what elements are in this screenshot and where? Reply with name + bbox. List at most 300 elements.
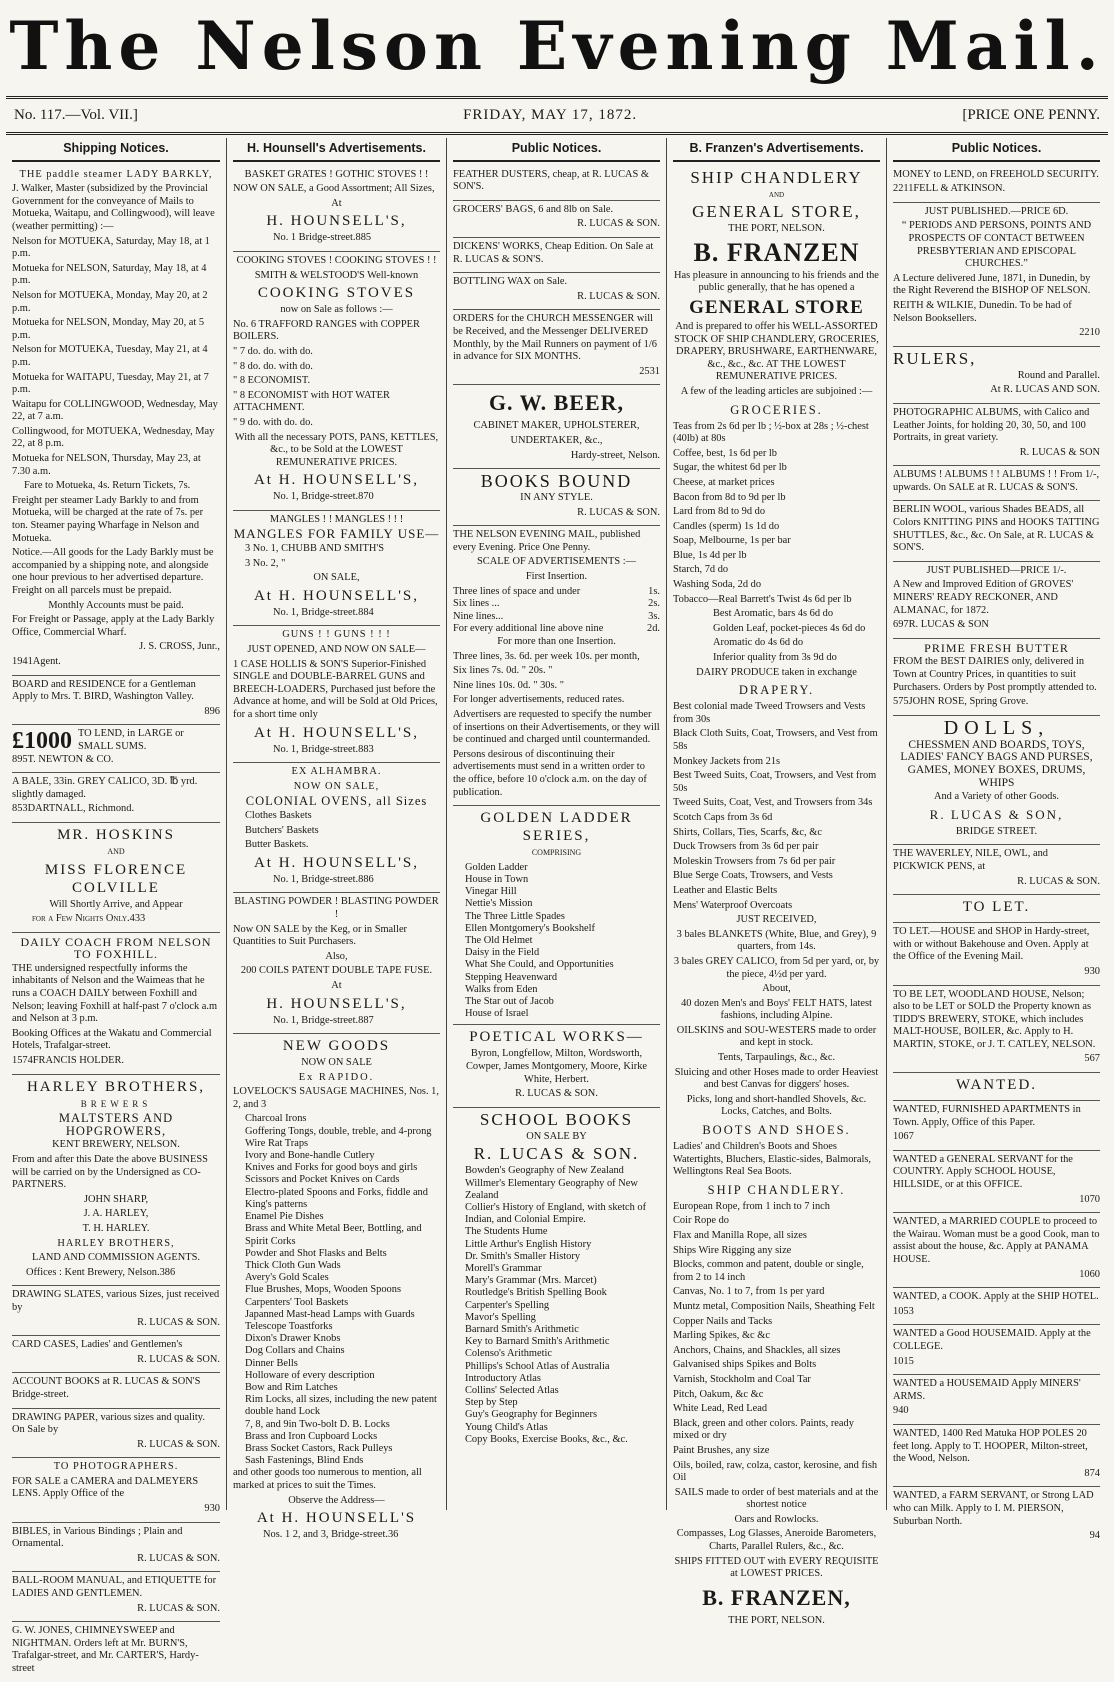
list-item: Sash Fastenings, Blind Ends (245, 1455, 364, 1467)
list-item: Black Cloth Suits, Coat, Trowsers, and Vest from 58s (673, 728, 878, 752)
ad-address: No. 1, Bridge-street. (273, 491, 359, 503)
sailing-item: Motueka for NELSON, Monday, May 20, at 5 p.m. (12, 317, 205, 341)
ad-and: AND (768, 190, 785, 199)
ad-number: 887 (358, 1014, 374, 1026)
ad-number: 2211 (893, 183, 914, 195)
column-heading: Public Notices. (893, 138, 1100, 162)
ad-number: 1067 (893, 1131, 914, 1143)
list-item: Thick Cloth Gun Wads (245, 1259, 341, 1271)
ad-body: PHOTOGRAPHIC ALBUMS, with Calico and Leather Joints, for holding 20, 30, 50, and 100 Portraits, in great variety. (893, 406, 1090, 444)
column-heading: H. Hounsell's Advertisements. (233, 138, 440, 162)
ad-sub: ON SALE BY (526, 1130, 587, 1142)
ad-sign-line (12, 754, 220, 767)
ad-body: ACCOUNT BOOKS at R. LUCAS & SON'S Bridge-street. (12, 1376, 201, 1400)
chandlery-list (673, 1201, 880, 1485)
ad-sign-line (233, 607, 440, 620)
sailing-list (12, 236, 220, 479)
list-item: Dog Collars and Chains (245, 1345, 345, 1357)
ad-title: DAILY COACH FROM NELSON TO FOXHILL. (20, 934, 212, 962)
ad-number: 853 (12, 803, 28, 815)
issue-number: No. 117.—Vol. VII.] (14, 106, 138, 123)
ad-body: THE undersigned respectfully informs the inhabitants of Nelson and the Waimeas that he runs a COACH DAILY between Foxhill and Nelson; leaving Foxhill at half-past 7 o'clock a.m and Nelson at 3 p.m. (12, 962, 218, 1025)
ad-lend (12, 725, 220, 773)
ad-coach (12, 933, 220, 1075)
sailing-item: Nelson for MOTUEKA, Saturday, May 18, at 1 p.m. (12, 235, 210, 260)
sailing-item: Waitapu for COLLINGWOOD, Wednesday, May 22, at 7 a.m. (12, 398, 218, 423)
ad-number: 697 (893, 619, 909, 631)
column-shipping (6, 138, 226, 1674)
stove-item: " 9 do. with do. do. (233, 416, 313, 428)
ad-firm: R. LUCAS & SON. (137, 1316, 220, 1328)
ad-body: Tents, Tarpaulings, &c., &c. (717, 1052, 836, 1064)
list-item: Flax and Manilla Rope, all sizes (673, 1230, 807, 1241)
stove-item: " 8 ECONOMIST. (233, 375, 311, 387)
list-item: Lard from 8d to 9d do (673, 506, 766, 518)
ad-number: 2531 (639, 365, 660, 377)
ad-body: Picks, long and short-handled Shovels, &c. Locks, Catches, and Bolts. (686, 1093, 867, 1118)
rate-value: 2s. (648, 598, 660, 610)
list-item: Washing Soda, 2d do (673, 579, 762, 591)
ad-cards (12, 1336, 220, 1373)
ad-body: SAILS made to order of best materials and at the shortest notice (674, 1486, 879, 1511)
ad-body: DICKENS' WORKS, Cheap Edition. On Sale at R. LUCAS & SON'S. (453, 240, 654, 265)
list-item: Soap, Melbourne, 1s per bar (673, 535, 791, 547)
list-item: Goffering Tongs, double, treble, and 4-prong (245, 1125, 432, 1137)
ad-sub: COMPRISING (531, 848, 582, 858)
ad-albums (893, 466, 1100, 501)
list-item: Mavor's Spelling (465, 1311, 536, 1323)
ad-body: GROCERS' BAGS, 6 and 8lb on Sale. (453, 203, 614, 215)
list-item: Pitch, Oakum, &c &c (673, 1388, 764, 1400)
list-item: Daisy in the Field (465, 947, 540, 959)
list-item: Galvanised ships Spikes and Bolts (673, 1359, 817, 1371)
ad-title: SHIP CHANDLERY (690, 167, 863, 187)
ad-sub: ON SALE, (313, 572, 360, 584)
ad-title: COLONIAL OVENS, all Sizes (245, 794, 428, 809)
ad-number: 930 (1084, 965, 1100, 977)
ad-hounsell: At H. HOUNSELL'S, (253, 854, 420, 871)
rate-line: Three lines, 3s. 6d. per week 10s. per month, (453, 650, 640, 662)
ad-butter (893, 639, 1100, 716)
ad-hounsell: H. HOUNSELL'S, (266, 213, 407, 230)
ad-grocers-bags (453, 201, 660, 238)
ad-number: 896 (204, 705, 220, 717)
ad-sub: KENT BREWERY, NELSON. (52, 1139, 180, 1151)
series-list (453, 862, 660, 1021)
ad-fare: Fare to Motueka, 4s. Return Tickets, 7s. (24, 480, 191, 492)
ad-berlin-wool (893, 501, 1100, 561)
ad-address: No. 1, Bridge-street. (273, 606, 359, 618)
list-item: Aromatic do 4s 6d do (713, 637, 804, 649)
ad-harley (12, 1075, 220, 1287)
ad-title-large: COOKING STOVES (257, 285, 416, 302)
list-item: Moleskin Trowsers from 7s 6d per pair (673, 855, 836, 867)
rate-label: Three lines of space and under (453, 585, 581, 597)
ad-address: Nos. 1 2, and 3, Bridge-street. (263, 1529, 388, 1541)
ad-hounsell: At H. HOUNSELL'S (256, 1510, 417, 1527)
list-item: Coffee, best, 1s 6d per lb (673, 447, 777, 459)
ad-number: 870 (358, 491, 374, 503)
ad-hounsell: At H. HOUNSELL'S, (253, 587, 420, 604)
list-item: Bow and Rim Latches (245, 1381, 338, 1393)
ad-title: TO PHOTOGRAPHERS. (53, 1461, 179, 1473)
ad-partner: T. H. HARLEY. (82, 1222, 150, 1234)
stove-item: " 8 ECONOMIST with HOT WATER ATTACHMENT. (233, 389, 390, 414)
ad-title: POETICAL WORKS— (469, 1029, 644, 1046)
mangle-item: 3 No. 1, CHUBB AND SMITH'S (245, 543, 384, 555)
list-item: Muntz metal, Composition Nails, Sheathing Felt (673, 1300, 875, 1312)
section-title: GROCERIES. (730, 402, 823, 417)
ad-body: BALL-ROOM MANUAL, and ETIQUETTE for LADIES AND GENTLEMEN. (12, 1575, 217, 1600)
sailing-item: Collingwood, for MOTUEKA, Wednesday, May 22, at 8 p.m. (12, 425, 215, 450)
ad-ballroom (12, 1572, 220, 1622)
ad-wanted-hop-poles (893, 1425, 1100, 1487)
ad-body: With all the necessary POTS, PANS, KETTLES, &c., to be Sold at the LOWEST REMUNERATIVE PRICES. (234, 431, 439, 468)
ad-wanted-couple (893, 1213, 1100, 1288)
list-item: Enamel Pie Dishes (245, 1211, 324, 1223)
rate-line: Six lines 7s. 0d. " 20s. " (453, 665, 553, 677)
list-item: Golden Leaf, pocket-pieces 4s 6d do (713, 622, 866, 634)
ad-bibles (12, 1523, 220, 1573)
ad-guns (233, 626, 440, 763)
list-item: Telescope Toastforks (245, 1320, 333, 1332)
ad-partner: JOHN SHARP, (83, 1193, 149, 1205)
ad-body: 3 bales GREY CALICO, from 5d per yard, or, by the piece, 4½d per yard. (673, 955, 880, 980)
ad-body: Persons desirous of discontinuing their advertisements must send in a written order to the office, before 10 o'clock a.m. on the day of publication. (453, 748, 647, 798)
ad-body: CARD CASES, Ladies' and Gentlemen's (12, 1339, 183, 1351)
ad-address: THE PORT, NELSON. (728, 223, 825, 235)
list-item: Carpenter's Spelling (465, 1299, 550, 1311)
dateline (14, 104, 1100, 126)
ad-drawing-paper (12, 1409, 220, 1459)
ad-wanted-housemaid-2 (893, 1375, 1100, 1425)
ad-title: HARLEY BROTHERS, (26, 1078, 206, 1095)
ad-body: For longer advertisements, reduced rates. (453, 694, 625, 706)
list-item: Canvas, No. 1 to 7, from 1s per yard (673, 1286, 825, 1298)
ad-sub: Round and Parallel. (1017, 369, 1100, 381)
ad-body: and other goods too numerous to mention, all marked at prices to suit the Times. (233, 1467, 422, 1491)
goods-list (233, 1113, 440, 1467)
ad-number: 885 (355, 232, 372, 244)
list-item: White Lead, Red Lead (673, 1403, 768, 1415)
list-item: Ships Wire Rigging any size (673, 1244, 792, 1256)
ad-firm: JOHN ROSE, Spring Grove. (908, 696, 1029, 708)
list-item: Golden Ladder (465, 861, 528, 873)
list-item: Morell's Grammar (465, 1262, 542, 1274)
sailing-item: Motueka for WAITAPU, Tuesday, May 21, at 7 p.m. (12, 371, 209, 396)
list-item: Guy's Geography for Beginners (465, 1409, 598, 1421)
ad-address: No. 1 Bridge-street. (273, 232, 356, 244)
list-item: Blocks, common and patent, double or single, from 2 to 14 inch (673, 1259, 864, 1283)
ad-number: 36 (387, 1529, 399, 1541)
dateline-rule (6, 132, 1108, 135)
ad-hoskins (12, 823, 220, 933)
issue-price: [PRICE ONE PENNY. (962, 106, 1100, 123)
list-item: Dinner Bells (245, 1357, 298, 1369)
ad-body: 3 bales BLANKETS (White, Blue, and Grey), 9 quarters, from 14s. (676, 928, 877, 953)
ad-body: THE NELSON EVENING MAIL, published every Evening. Price One Penny. (453, 529, 641, 553)
ad-number: 433 (129, 913, 146, 925)
ad-sub: JUST PUBLISHED.—PRICE 6D. (924, 205, 1069, 217)
list-item: Mary's Grammar (Mrs. Marcet) (465, 1275, 597, 1287)
ad-firm: DARTNALL, Richmond. (27, 803, 135, 815)
rate-label: Six lines ... (453, 598, 500, 610)
list-item: Key to Barnard Smith's Arithmetic (465, 1336, 610, 1348)
column-heading: Shipping Notices. (12, 138, 220, 162)
ad-title: BOOKS BOUND (480, 471, 633, 492)
ad-sign-line (12, 1267, 220, 1280)
ad-sign-line (233, 1015, 440, 1028)
ad-firm: R. LUCAS & SON. (137, 1438, 220, 1450)
ad-sign-line (233, 232, 440, 245)
list-item: Scissors and Pocket Knives on Cards (245, 1174, 400, 1186)
ad-periods (893, 203, 1100, 347)
rates-table (453, 586, 660, 636)
ad-sub: A few of the leading articles are subjoined :— (680, 385, 873, 397)
ad-firm: R. LUCAS & SON (908, 619, 989, 631)
rate-line: Nine lines 10s. 0d. " 30s. " (453, 679, 564, 691)
ad-title: MANGLES ! ! MANGLES ! ! ! (269, 513, 404, 525)
ad-also: Also, (325, 950, 348, 962)
list-item: Willmer's Elementary Geography of New Zealand (465, 1177, 638, 1201)
ad-body: Now ON SALE by the Keg, or in Smaller Quantities to Suit Purchasers. (233, 923, 408, 948)
ad-body: Offices : Kent Brewery, Nelson. (26, 1266, 160, 1278)
ad-wanted-apartments (893, 1101, 1100, 1151)
list-item: Copy Books, Exercise Books, &c., &c. (465, 1433, 628, 1445)
ad-agent: J. S. CROSS, Junr., (139, 641, 220, 653)
ad-sub: EX ALHAMBRA. (291, 766, 382, 778)
ad-agent-title: Agent. (32, 655, 61, 667)
stove-item: " 8 do. do. with do. (233, 360, 313, 372)
list-item: Charcoal Irons (245, 1113, 307, 1125)
list-item: Duck Trowsers from 3s 6d per pair (673, 841, 819, 853)
ad-board (12, 676, 220, 726)
books-list (453, 1165, 660, 1446)
ad-firm: At R. LUCAS AND SON. (990, 384, 1100, 396)
rate-row (453, 623, 660, 636)
ad-notice: Notice.—All goods for the Lady Barkly must be accompanied by a shipping note, and alongside one hour previous to her advertised departure. Freight on all parcels must be prepaid. (12, 547, 214, 596)
list-item: Best Aromatic, bars 4s 6d do (713, 608, 834, 620)
columns (6, 138, 1108, 1674)
ad-body: Sluicing and other Hoses made to order Heaviest and best Canvas for diggers' hoses. (674, 1066, 879, 1091)
ad-number: 930 (204, 1503, 220, 1515)
ad-sub: UNDERTAKER, &c., (510, 434, 603, 446)
ad-body: Has pleasure in announcing to his friends and the public generally, that he has opened a (674, 269, 879, 294)
ad-sign-line (893, 183, 1100, 196)
ad-title: GENERAL STORE, (692, 202, 861, 222)
list-item: Teas from 2s 6d per lb ; ½-box at 28s ; ½-chest (40lb) at 80s (673, 420, 869, 445)
list-item: Inferior quality from 3s 9d do (713, 652, 837, 664)
list-item: Bacon from 8d to 9d per lb (673, 491, 786, 503)
stove-item: " 7 do. do. with do. (233, 345, 313, 357)
list-item: Step by Step (465, 1397, 518, 1409)
ad-sub: DAIRY PRODUCE taken in exchange (696, 666, 857, 678)
ad-monthly: Monthly Accounts must be paid. (48, 599, 184, 611)
ad-address: No. 1, Bridge-street. (273, 873, 359, 885)
ad-number: 567 (1084, 1053, 1100, 1065)
ad-title: COOKING STOVES ! COOKING STOVES ! ! (236, 254, 437, 266)
list-item: Best Tweed Suits, Coat, Trowsers, and Vest from 50s (673, 770, 877, 794)
ad-sub: JUST PUBLISHED—PRICE 1/-. (926, 564, 1067, 576)
ad-title: HARLEY BROTHERS, (57, 1237, 175, 1249)
list-item: Walks from Eden (465, 983, 538, 995)
list-item: Ellen Montgomery's Bookshelf (465, 922, 596, 934)
ad-sign-line (233, 874, 440, 887)
list-item: Cheese, at market prices (673, 476, 775, 488)
ad-body: A New and Improved Edition of GROVES' MINERS' READY RECKONER, AND ALMANAC, for 1872. (893, 579, 1074, 616)
ad-firm: R. LUCAS & SON. (137, 1552, 220, 1564)
ad-ovens (233, 763, 440, 893)
ad-number: 575 (893, 696, 909, 708)
ad-firm: R. LUCAS & SON. (137, 1602, 220, 1614)
list-item: Barnard Smith's Arithmetic (465, 1324, 579, 1335)
column-public-notices-2 (886, 138, 1106, 1542)
ad-body: 40 dozen Men's and Boys' FELT HATS, latest fashions, including Alpine. (681, 997, 872, 1022)
ad-title: RULERS, (893, 348, 977, 368)
list-item: Bowden's Geography of New Zealand (465, 1165, 624, 1177)
ad-body: CHESSMEN AND BOARDS, TOYS, LADIES' FANCY BAGS AND PURSES, GAMES, MONEY BOXES, DRUMS, WHIPS (900, 738, 1093, 789)
list-item: The Three Little Spades (465, 910, 565, 922)
ad-sub: MALTSTERS AND HOPGROWERS, (58, 1111, 174, 1138)
ad-scale (453, 526, 660, 806)
ad-number: 895 (12, 753, 28, 765)
ad-agent-line (12, 656, 220, 669)
ad-title: BASKET GRATES ! GOTHIC STOVES ! ! (244, 168, 429, 180)
ad-franzen-name: B. FRANZEN (693, 237, 860, 267)
list-item: Blue, 1s 4d per lb (673, 549, 747, 561)
ad-apply: For Freight or Passage, apply at the Lady Barkly Office, Commercial Wharf. (12, 614, 215, 638)
list-item: Monkey Jackets from 21s (673, 755, 781, 767)
ad-firm: R. LUCAS & SON. (577, 506, 660, 518)
ad-body: NOW ON SALE, a Good Assortment; All Sizes, (233, 183, 435, 195)
ad-firm: R. LUCAS & SON. (1017, 875, 1100, 887)
list-item: Coir Rope do (673, 1215, 729, 1227)
ad-at: At (331, 197, 342, 209)
ad-body: REITH & WILKIE, Dunedin. To be had of Nelson Booksellers. (893, 299, 1072, 324)
ad-number: 94 (1089, 1530, 1100, 1542)
ad-mangles (233, 511, 440, 627)
column-heading: B. Franzen's Advertisements. (673, 138, 880, 162)
column-franzen (666, 138, 886, 1626)
column-hounsell (226, 138, 446, 1541)
ad-bottling-wax (453, 273, 660, 310)
list-item: Blue Serge Coats, Trowsers, and Vests (673, 870, 833, 882)
ad-freight: Freight per steamer Lady Barkly to and from Motueka, will be charged at the rate of 7s. per ton. Steamer paying Wharfage in Nelson and Motueka. (12, 494, 204, 544)
ad-body: 1 CASE HOLLIS & SON'S Superior-Finished SINGLE and DOUBLE-BARREL GUNS and BREECH-LOADERS, Purchased just before the Advance at home, and will be Sold at Old Prices, for a short time only (233, 658, 438, 720)
ad-dickens (453, 238, 660, 273)
ad-sub: NOW ON SALE, (293, 780, 380, 792)
ad-address: Hardy-street, Nelson. (570, 449, 660, 461)
ad-sign-line (12, 913, 220, 926)
ad-body: From and after this Date the above BUSINESS will be carried on by the Undersigned as CO-PARTNERS. (12, 1154, 208, 1191)
ad-title: NEW GOODS (282, 1038, 391, 1055)
ad-body: And is prepared to offer his WELL-ASSORTED STOCK OF SHIP CHANDLERY, GROCERIES, DRAPERY, BRUSHWARE, EARTHENWARE, &c., &c., &c. AT THE LOWEST REMUNERATIVE PRICES. (674, 320, 879, 383)
ad-body: Booking Offices at the Wakatu and Commercial Hotels, Trafalgar-street. (12, 1027, 212, 1052)
ad-body: G. W. JONES, CHIMNEYSWEEP and NIGHTMAN. Orders left at Mr. BURN'S, Trafalgar-street, and Mr. CARTER'S, Hardy-street (12, 1625, 199, 1674)
ad-calico (12, 773, 220, 823)
ad-poetical-works (453, 1025, 660, 1107)
ad-number: 884 (358, 606, 374, 618)
list-item: Electro-plated Spoons and Forks, fiddle and King's patterns (245, 1186, 428, 1210)
list-item: Carpenters' Tool Baskets (245, 1296, 349, 1308)
ad-let-woodland (893, 986, 1100, 1074)
ad-hounsell: At H. HOUNSELL'S, (253, 472, 420, 489)
list-item: 7, 8, and 9in Two-bolt D. B. Locks (245, 1418, 390, 1430)
list-item: Oils, boiled, raw, colza, castor, kerosine, and fish Oil (673, 1459, 878, 1484)
ad-let-house (893, 923, 1100, 985)
ad-rulers (893, 347, 1100, 404)
list-item: House in Town (465, 873, 529, 885)
ad-firm: R. LUCAS & SON. (577, 218, 660, 230)
ad-number: 874 (1084, 1467, 1100, 1479)
ad-body: DRAWING PAPER, various sizes and quality. On Sale by (12, 1411, 205, 1436)
ad-title: GOLDEN LADDER SERIES, (480, 810, 633, 845)
ad-franzen-name: B. FRANZEN, (702, 1584, 851, 1610)
ad-sub: BREWERS (80, 1098, 152, 1109)
ad-partner: J. A. HARLEY, (83, 1208, 149, 1220)
ad-photo-albums (893, 404, 1100, 466)
ad-body: ALBUMS ! ALBUMS ! ! ALBUMS ! ! From 1/-, upwards. On SALE at R. LUCAS & SON'S. (893, 469, 1100, 493)
ad-dolls (893, 716, 1100, 846)
list-item: Colenso's Arithmetic (465, 1348, 553, 1360)
ad-firm-large: R. LUCAS & SON. (473, 1144, 640, 1164)
ad-title: MR. HOSKINS (57, 826, 175, 843)
ad-body: FOR SALE a CAMERA and DALMEYERS LENS. Apply Office of the (12, 1475, 199, 1500)
section-wanted (893, 1073, 1100, 1101)
list-item: Vinegar Hill (465, 886, 517, 898)
rate-row (453, 586, 660, 599)
list-item: Stepping Heavenward (465, 971, 558, 983)
ad-body: 200 COILS PATENT DOUBLE TAPE FUSE. (240, 965, 433, 977)
ad-firm: R. LUCAS & SON. (515, 1088, 598, 1100)
list-item: The Students Hume (465, 1226, 548, 1238)
ad-lady-barkly (12, 166, 220, 676)
oven-item: Butchers' Baskets (245, 824, 319, 836)
list-item: Brass Socket Castors, Rack Pulleys (245, 1442, 393, 1454)
ad-sign-line (12, 803, 220, 816)
newspaper-title: The Nelson Evening Mail. (9, 7, 1105, 85)
ad-title: GENERAL STORE (689, 296, 864, 318)
ad-body: Byron, Longfellow, Milton, Wordsworth, Cowper, James Montgomery, Moore, Kirke White, Herbert. (466, 1048, 647, 1085)
list-item: Japanned Mast-head Lamps with Guards (245, 1308, 415, 1320)
ad-groves (893, 562, 1100, 639)
ad-firm: FELL & ATKINSON. (913, 183, 1006, 195)
ad-body: BIBLES, in Various Bindings ; Plain and Ornamental. (12, 1525, 183, 1550)
ad-golden-ladder (453, 806, 660, 1025)
ad-title: THE paddle steamer LADY BARKLY, (19, 168, 213, 180)
ad-title: SCHOOL BOOKS (479, 1109, 634, 1129)
ad-wanted-housemaid (893, 1325, 1100, 1375)
list-item: Routledge's British Spelling Book (465, 1287, 607, 1299)
ad-sub: LAND AND COMMISSION AGENTS. (32, 1252, 200, 1264)
list-item: Holloware of every description (245, 1369, 375, 1381)
ad-firm: R. LUCAS & SON (1019, 446, 1100, 458)
ad-blasting (233, 893, 440, 1034)
ad-sign-line (233, 744, 440, 757)
sailing-item: Motueka for NELSON, Saturday, May 18, at 4 p.m. (12, 262, 207, 287)
list-item: The Star out of Jacob (465, 995, 554, 1007)
ad-body: OILSKINS and SOU-WESTERS made to order and kept in stock. (676, 1024, 877, 1049)
issue-date: FRIDAY, MAY 17, 1872. (463, 106, 638, 123)
section-title: SHIP CHANDLERY. (707, 1182, 846, 1197)
ad-body: TO LET.—HOUSE and SHOP in Hardy-street, with or without Bakehouse and Oven. Apply at the Office of the Evening Mail. (893, 926, 1090, 963)
ad-body: BOTTLING WAX on Sale. (453, 276, 568, 288)
ad-sub: now on Sale as follows :— (280, 304, 393, 316)
ad-sign-line (233, 491, 440, 504)
column-heading: Public Notices. (453, 138, 660, 162)
list-item: Tobacco—Real Barrett's Twist 4s 6d per lb (673, 593, 852, 605)
ad-sub: SMITH & WELSTOOD'S Well-known (254, 269, 419, 281)
